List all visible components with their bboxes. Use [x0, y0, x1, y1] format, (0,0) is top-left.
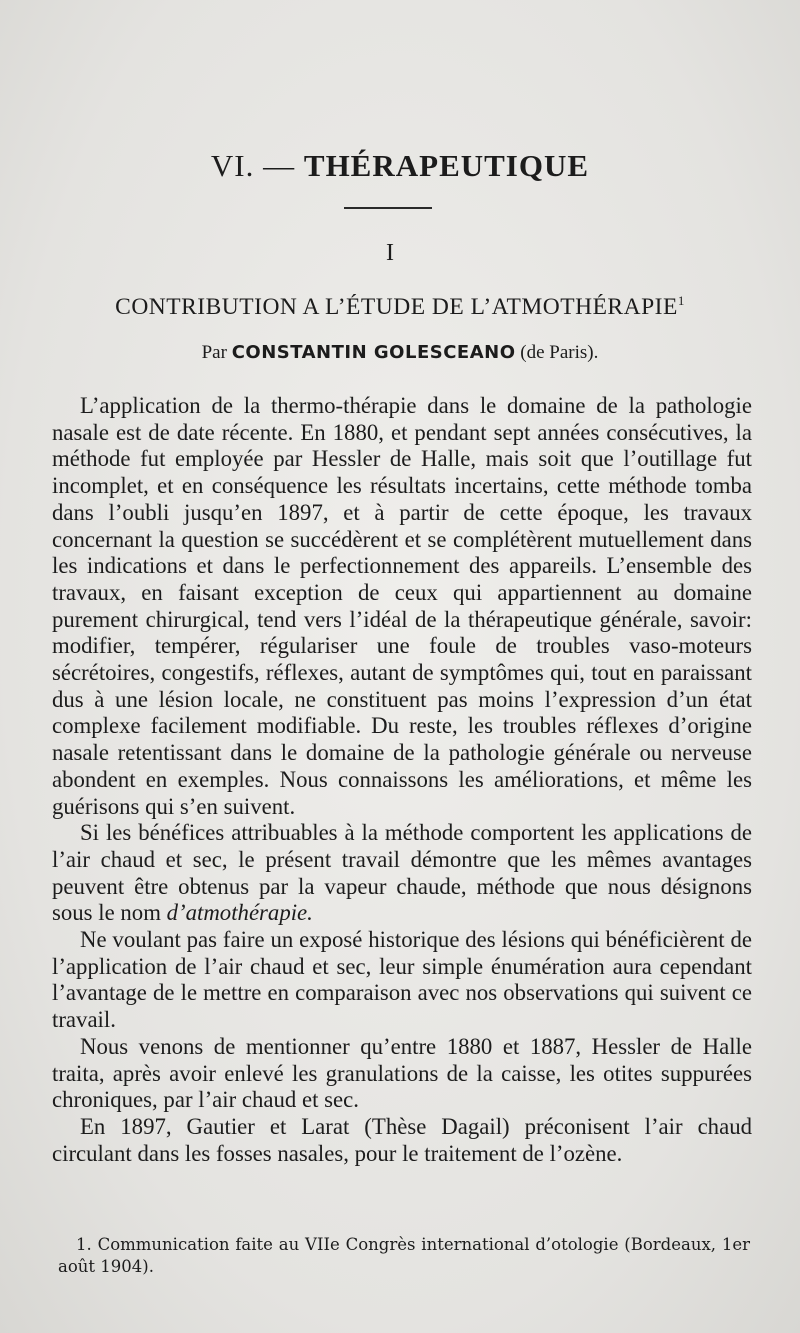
author-name: CONSTANTIN GOLESCEANO: [231, 342, 516, 363]
article-title-block: [40, 293, 760, 321]
emphasis-term: d’atmothérapie.: [166, 900, 313, 926]
article-number: I: [386, 240, 394, 266]
paragraph: Nous venons de mentionner qu’entre 1880 et 1887, Hessler de Halle traita, après avoir enlevé les granulations de la caisse, les otites suppurées chroniques, par l’air chaud et sec.: [52, 1033, 752, 1113]
byline-prefix: Par: [201, 342, 227, 363]
footnote-number: 1.: [76, 1235, 92, 1254]
byline: [0, 342, 800, 364]
section-title: THÉRAPEUTIQUE: [303, 148, 590, 183]
paragraph: En 1897, Gautier et Larat (Thèse Dagail) préconisent l’air chaud circulant dans les fosses nasales, pour le traitement de l’ozène.: [52, 1113, 752, 1166]
section-heading: [0, 148, 800, 184]
footnote-text: Communication faite au VIIe Congrès international d’otologie (Bordeaux, 1er août 1904).: [58, 1235, 750, 1276]
paragraph: L’application de la thermo-thérapie dans le domaine de la pathologie nasale est de date récente. En 1880, et pendant sept années consécutives, la méthode fut employée par Hessler de Halle, mais soit que l’outillage fut incomplet, et en conséquence les résultats incertains, cette méthode tomba dans l’oubli jusqu’en 1897, et à partir de cette époque, les travaux concernant la question se succédèrent et se complétèrent mutuellement dans les indications et dans le perfectionnement des appareils. L’ensemble des travaux, en faisant exception de ceux qui appartiennent au domaine purement chirurgical, tend vers l’idéal de la thérapeutique générale, savoir: modifier, tempérer, régulariser une foule de troubles vaso-moteurs sécrétoires, congestifs, réflexes, autant de symptômes qui, tout en paraissant dus à une lésion locale, ne constituent pas moins l’expression d’un état complexe facilement modifiable. Du reste, les troubles réflexes d’origine nasale retentissant dans le domaine de la pathologie générale ou nerveuse abondent en exemples. Nous connaissons les améliorations, et même les guérisons qui s’en suivent.: [52, 393, 752, 819]
paragraph: Ne voulant pas faire un exposé historique des lésions qui bénéficièrent de l’application de l’air chaud et sec, leur simple énumération aura cependant l’avantage de le mettre en comparaison avec nos observations qui suivent ce travail.: [52, 927, 752, 1033]
title-rule: [344, 207, 432, 209]
section-number: VI. —: [210, 148, 296, 183]
footnote-marker: 1: [677, 293, 685, 308]
article-body: [52, 393, 752, 1167]
footnote: [58, 1234, 750, 1278]
article-title: CONTRIBUTION A L’ÉTUDE DE L’ATMOTHÉRAPIE: [115, 293, 678, 320]
paragraph: Si les bénéfices attribuables à la méthode comportent les applications de l’air chaud et sec, le présent travail démontre que les mêmes avantages peuvent être obtenus par la vapeur chaude, méthode que nous désignons sous le nom d’atmothérapie.: [52, 820, 752, 926]
author-affiliation: (de Paris).: [520, 342, 599, 363]
